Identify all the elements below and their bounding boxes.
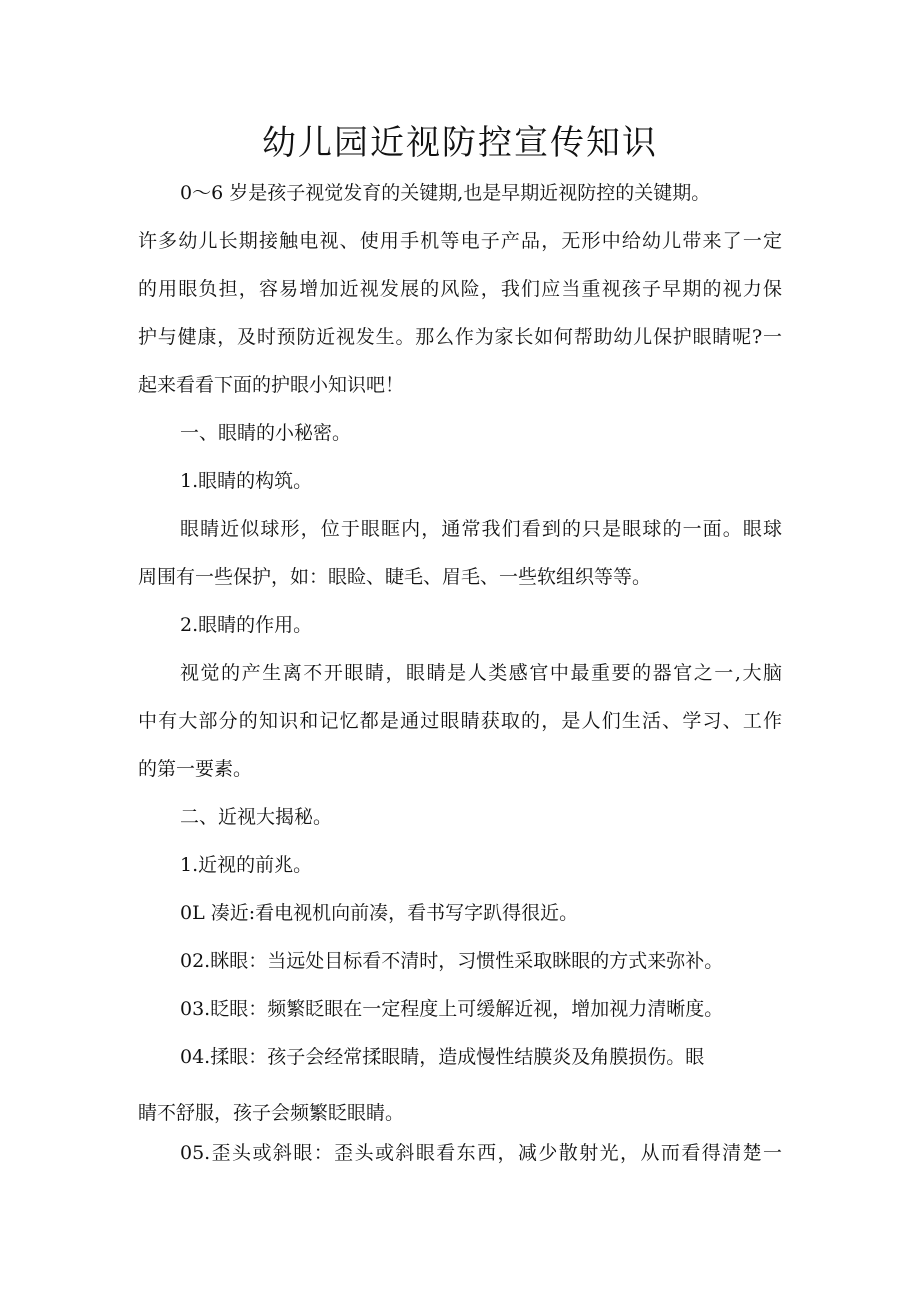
list-item: 04.揉眼：孩子会经常揉眼睛，造成慢性结膜炎及角膜损伤。眼 [180, 1046, 705, 1068]
intro-line-2: 许多幼儿长期接触电视、使用手机等电子产品，无形中给幼儿带来了一定 [138, 230, 782, 252]
section-heading-1: 一、眼睛的小秘密。 [180, 422, 352, 444]
list-item-continuation: 睛不舒服，孩子会频繁眨眼睛。 [138, 1102, 405, 1124]
subheading-eye-function: 2.眼睛的作用。 [180, 614, 313, 636]
intro-line-1: 0～6 岁是孩子视觉发育的关键期,也是早期近视防控的关键期。 [180, 182, 711, 204]
paragraph-line: 的第一要素。 [138, 758, 253, 780]
paragraph-line: 中有大部分的知识和记忆都是通过眼睛获取的，是人们生活、学习、工作 [138, 710, 782, 732]
list-item: 02.眯眼：当远处目标看不清时，习惯性采取眯眼的方式来弥补。 [180, 950, 724, 972]
paragraph-line: 视觉的产生离不开眼睛，眼睛是人类感官中最重要的器官之一,大脑 [180, 662, 782, 684]
list-item: 03.眨眼：频繁眨眼在一定程度上可缓解近视，增加视力清晰度。 [180, 998, 724, 1020]
paragraph-line: 眼睛近似球形，位于眼眶内，通常我们看到的只是眼球的一面。眼球 [180, 518, 782, 540]
intro-line-4: 护与健康，及时预防近视发生。那么作为家长如何帮助幼儿保护眼睛呢?一 [138, 326, 782, 348]
document-title: 幼儿园近视防控宣传知识 [262, 123, 658, 163]
list-item: 05.歪头或斜眼：歪头或斜眼看东西，减少散射光，从而看得清楚一 [180, 1142, 782, 1164]
intro-line-3: 的用眼负担，容易增加近视发展的风险，我们应当重视孩子早期的视力保 [138, 278, 782, 300]
intro-line-5: 起来看看下面的护眼小知识吧！ [138, 374, 405, 396]
paragraph-line: 周围有一些保护，如：眼睑、睫毛、眉毛、一些软组织等等。 [138, 566, 652, 588]
list-item: 0L 凑近:看电视机向前凑，看书写字趴得很近。 [180, 902, 579, 924]
section-heading-2: 二、近视大揭秘。 [180, 806, 333, 828]
subheading-eye-structure: 1.眼睛的构筑。 [180, 470, 313, 492]
subheading-myopia-signs: 1.近视的前兆。 [180, 854, 313, 876]
